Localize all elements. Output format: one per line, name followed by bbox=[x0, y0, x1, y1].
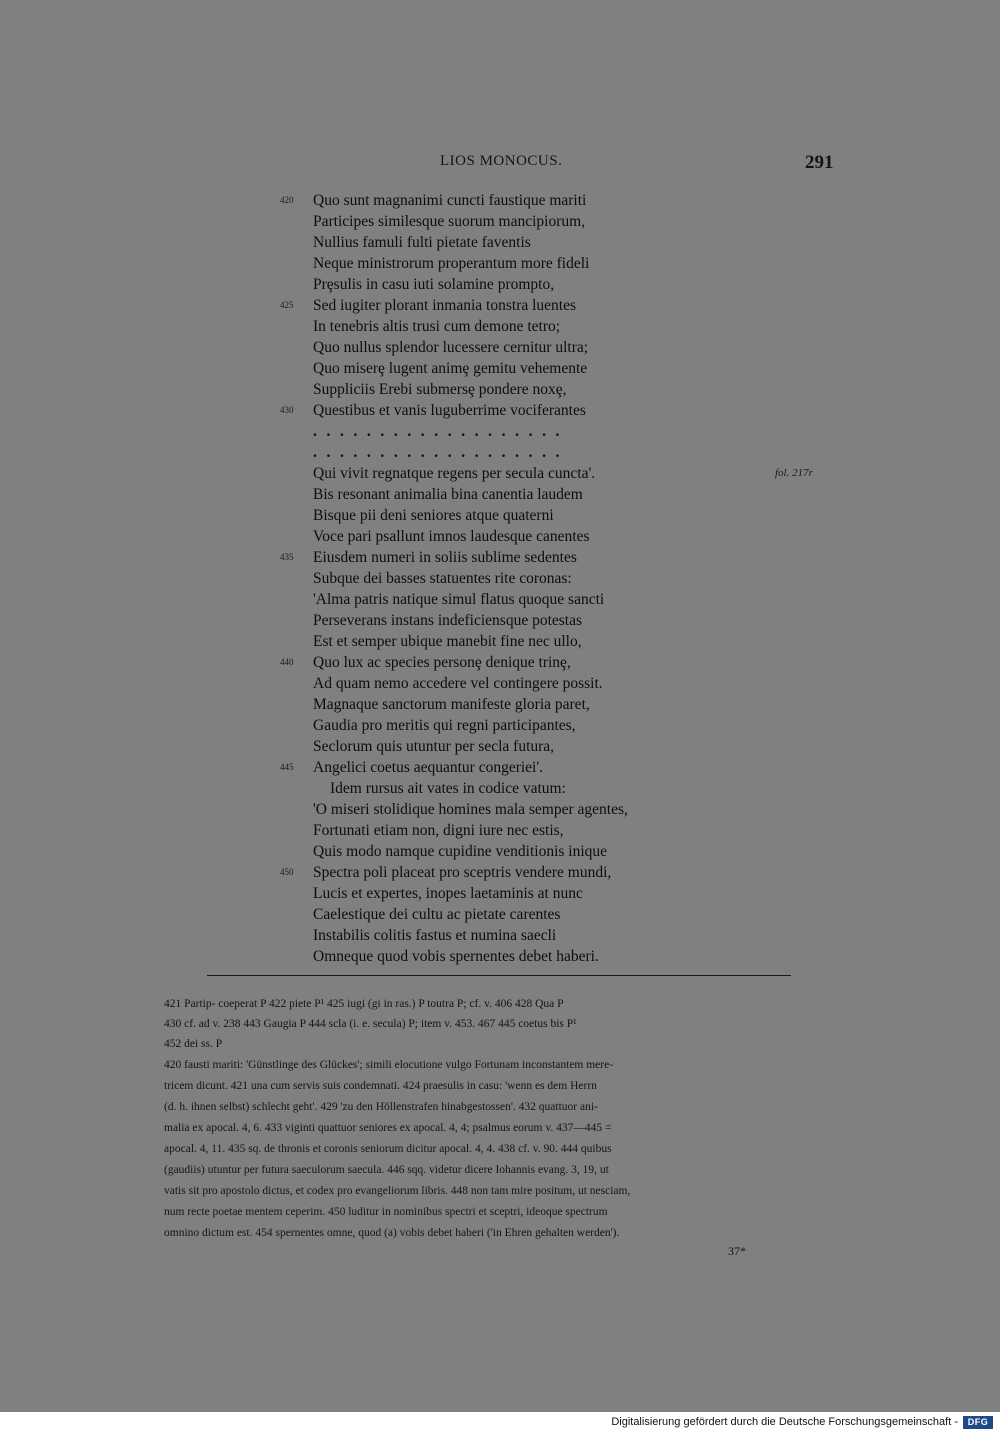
verse-line-text: Quo nullus splendor lucessere cernitur ultra; bbox=[313, 339, 589, 356]
folio-margin-note: fol. 217r bbox=[775, 467, 813, 479]
verse-line bbox=[0, 862, 1000, 883]
verse-line bbox=[0, 379, 1000, 400]
apparatus-line: 452 dei ss. P bbox=[164, 1038, 223, 1050]
commentary-line: tricem dicunt. 421 una cum servis suis condemnati. 424 praesulis in casu: 'wenn es dem Herrn bbox=[164, 1080, 597, 1092]
verse-line-text: Participes similesque suorum mancipiorum, bbox=[313, 213, 586, 230]
verse-line-text: Eiusdem numeri in soliis sublime sedentes bbox=[313, 549, 577, 566]
verse-line-text: Est et semper ubique manebit fine nec ullo, bbox=[313, 633, 582, 650]
commentary-notes bbox=[164, 1055, 836, 1244]
dfg-logo-icon[interactable]: DFG bbox=[963, 1416, 993, 1429]
verse-number: 445 bbox=[280, 762, 294, 772]
verse-line bbox=[0, 841, 1000, 862]
verse-line bbox=[0, 799, 1000, 820]
verse-line-text: Neque ministrorum properantum more fideli bbox=[313, 255, 590, 272]
commentary-line: omnino dictum est. 454 spernentes omne, quod (a) vobis debet haberi ('in Ehren gehalten werden'). bbox=[164, 1227, 620, 1239]
verse-line-text: Spectra poli placeat pro sceptris vendere mundi, bbox=[313, 864, 612, 881]
verse-line-text: In tenebris altis trusi cum demone tetro; bbox=[313, 318, 561, 335]
verse-line bbox=[0, 190, 1000, 211]
commentary-line: num recte poetae mentem ceperim. 450 luditur in nominibus spectri et sceptri, ideoque spectrum bbox=[164, 1206, 608, 1218]
verse-line bbox=[0, 631, 1000, 652]
verse-line-text: Voce pari psallunt imnos laudesque canentes bbox=[313, 528, 590, 545]
verse-line bbox=[0, 946, 1000, 967]
verse-line-text: Omneque quod vobis spernentes debet haberi. bbox=[313, 948, 599, 965]
verse-line bbox=[0, 925, 1000, 946]
critical-apparatus bbox=[164, 994, 836, 1054]
apparatus-line: 430 cf. ad v. 238 443 Gaugia P 444 scla (i. e. secula) P; item v. 453. 467 445 coetus bis P¹ bbox=[164, 1018, 577, 1030]
verse-line-text: 'O miseri stolidique homines mala semper agentes, bbox=[313, 801, 628, 818]
verse-line-text: Sed iugiter plorant inmania tonstra luentes bbox=[313, 297, 577, 314]
page-number: 291 bbox=[805, 152, 834, 173]
verse-line-text: Bisque pii deni seniores atque quaterni bbox=[313, 507, 554, 524]
verse-number: 450 bbox=[280, 867, 294, 877]
verse-line bbox=[0, 274, 1000, 295]
commentary-line: vatis sit pro apostolo dictus, et codex pro evangeliorum libris. 448 non tam mire positum, ut nesciam, bbox=[164, 1185, 631, 1197]
verse-line bbox=[0, 295, 1000, 316]
verse-line bbox=[0, 736, 1000, 757]
verse-line bbox=[0, 904, 1000, 925]
verse-line bbox=[0, 652, 1000, 673]
footer-bar bbox=[0, 1412, 1000, 1434]
verse-line-text: Qui vivit regnatque regens per secula cuncta'. bbox=[313, 465, 596, 482]
apparatus-line: 421 Partip- coeperat P 422 piete P¹ 425 iugi (gi in ras.) P toutra P; cf. v. 406 428 Qua P bbox=[164, 998, 564, 1010]
verse-number: 435 bbox=[280, 552, 294, 562]
verse-number: 425 bbox=[280, 300, 294, 310]
verse-line-text: Quo sunt magnanimi cuncti faustique mariti bbox=[313, 192, 587, 209]
verse-line-text: Lucis et expertes, inopes laetaminis at nunc bbox=[313, 885, 583, 902]
footnote-divider bbox=[207, 975, 791, 976]
verse-line bbox=[0, 232, 1000, 253]
verse-line-text: Questibus et vanis luguberrime vociferantes bbox=[313, 402, 586, 419]
verse-line bbox=[0, 568, 1000, 589]
verse-line-text: Instabilis colitis fastus et numina saecli bbox=[313, 927, 557, 944]
commentary-line: (d. h. ihnen selbst) schlecht geht'. 429 'zu den Höllenstrafen hinabgestossen'. 432 quattuor ani- bbox=[164, 1101, 598, 1113]
verse-line-text: Quis modo namque cupidine venditionis inique bbox=[313, 843, 608, 860]
verse-line bbox=[0, 253, 1000, 274]
verse-line bbox=[0, 358, 1000, 379]
verse-line bbox=[0, 442, 1000, 463]
verse-number: 420 bbox=[280, 195, 294, 205]
verse-line bbox=[0, 547, 1000, 568]
commentary-line: (gaudiis) utuntur per futura saeculorum saecula. 446 sqq. videtur dicere Iohannis evang. 3, 19, ut bbox=[164, 1164, 609, 1176]
lacuna-dots: ................... bbox=[313, 423, 570, 440]
commentary-line: malia ex apocal. 4, 6. 433 viginti quattuor seniores ex apocal. 4, 4; psalmus eorum v. 437—445 = bbox=[164, 1122, 612, 1134]
verse-line bbox=[0, 715, 1000, 736]
verse-line-text: Idem rursus ait vates in codice vatum: bbox=[330, 780, 566, 797]
verse-line-text: Angelici coetus aequantur congeriei'. bbox=[313, 759, 544, 776]
verse-line-text: Ad quam nemo accedere vel contingere possit. bbox=[313, 675, 603, 692]
verse-line-text: Magnaque sanctorum manifeste gloria paret, bbox=[313, 696, 590, 713]
footer-credit[interactable]: Digitalisierung gefördert durch die Deutsche Forschungsgemeinschaft - bbox=[611, 1416, 958, 1428]
verse-line bbox=[0, 526, 1000, 547]
verse-line bbox=[0, 883, 1000, 904]
verse-line bbox=[0, 316, 1000, 337]
verse-line bbox=[0, 211, 1000, 232]
verse-line-text: 'Alma patris natique simul flatus quoque sancti bbox=[313, 591, 605, 608]
verse-line bbox=[0, 484, 1000, 505]
verse-line bbox=[0, 694, 1000, 715]
verse-line-text: Suppliciis Erebi submersȩ pondere noxȩ, bbox=[313, 381, 567, 398]
verse-line bbox=[0, 778, 1000, 799]
verse-line bbox=[0, 400, 1000, 421]
verse-line bbox=[0, 610, 1000, 631]
verse-line-text: Fortunati etiam non, digni iure nec estis, bbox=[313, 822, 564, 839]
verse-line-text: Subque dei basses statuentes rite coronas: bbox=[313, 570, 572, 587]
verse-line-text: Gaudia pro meritis qui regni participantes, bbox=[313, 717, 576, 734]
verse-line bbox=[0, 673, 1000, 694]
verse-line-text: Perseverans instans indeficiensque potestas bbox=[313, 612, 583, 629]
verse-line bbox=[0, 589, 1000, 610]
verse-line-text: Seclorum quis utuntur per secla futura, bbox=[313, 738, 555, 755]
commentary-line: 420 fausti mariti: 'Günstlinge des Glückes'; simili elocutione vulgo Fortunam inconstantem mere- bbox=[164, 1059, 614, 1071]
verse-line-text: Bis resonant animalia bina canentia laudem bbox=[313, 486, 583, 503]
verse-number: 430 bbox=[280, 405, 294, 415]
verse-line-text: Prȩsulis in casu iuti solamine prompto, bbox=[313, 276, 555, 293]
verse-line bbox=[0, 757, 1000, 778]
verse-line-text: Nullius famuli fulti pietate faventis bbox=[313, 234, 531, 251]
verse-line bbox=[0, 820, 1000, 841]
verse-text-block bbox=[0, 190, 1000, 967]
verse-line bbox=[0, 463, 1000, 484]
verse-line-text: Caelestique dei cultu ac pietate carentes bbox=[313, 906, 561, 923]
signature-mark: 37* bbox=[728, 1244, 746, 1258]
commentary-line: apocal. 4, 11. 435 sq. de thronis et coronis seniorum dicitur apocal. 4, 4. 438 cf. v. 90. 444 quibus bbox=[164, 1143, 612, 1155]
running-head: LIOS MONOCUS. bbox=[440, 153, 563, 169]
lacuna-dots: ................... bbox=[313, 444, 570, 461]
verse-line bbox=[0, 337, 1000, 358]
verse-line-text: Quo miserȩ lugent animȩ gemitu vehemente bbox=[313, 360, 588, 377]
verse-number: 440 bbox=[280, 657, 294, 667]
verse-line bbox=[0, 421, 1000, 442]
verse-line bbox=[0, 505, 1000, 526]
verse-line-text: Quo lux ac species personȩ denique trinȩ, bbox=[313, 654, 571, 671]
